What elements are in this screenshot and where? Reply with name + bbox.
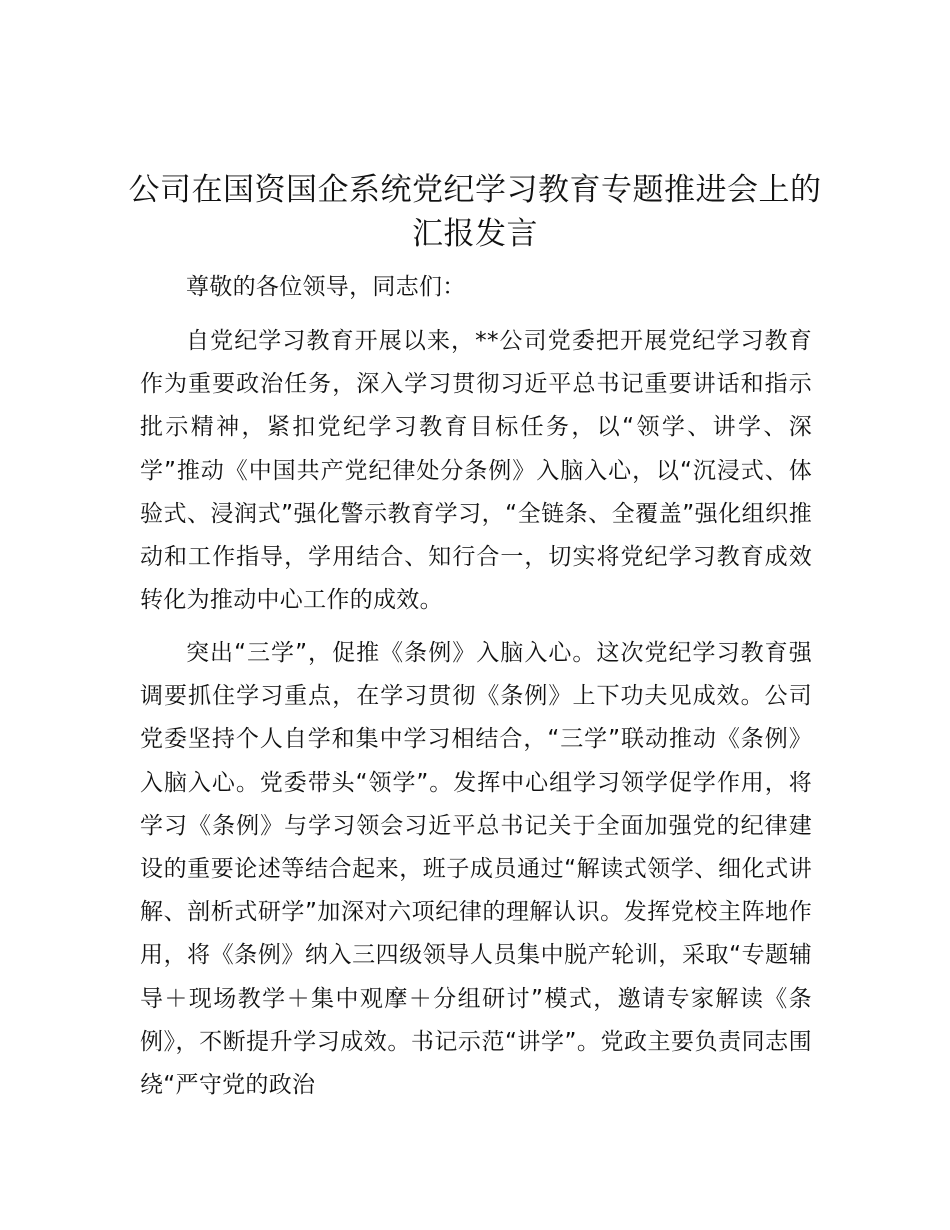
paragraph-2: 突出“三学”，促推《条例》入脑入心。这次党纪学习教育强调要抓住学习重点，在学习贯彻《条例》上下功夫见成效。公司党委坚持个人自学和集中学习相结合，“三学”联动推动《条例》入脑入心。党委带头“领学”。发挥中心组学习领学促学作用，将学习《条例》与学习领会习近平总书记关于全面加强党的纪律建设的重要论述等结合起来，班子成员通过“解读式领学、细化式讲解、剖析式研学”加深对六项纪律的理解认识。发挥党校主阵地作用，将《条例》纳入三四级领导人员集中脱产轮训，采取“专题辅导＋现场教学＋集中观摩＋分组研讨”模式，邀请专家解读《条例》，不断提升学习成效。书记示范“讲学”。党政主要负责同志围绕“严守党的政治 — [140, 640, 812, 1099]
document-title: 公司在国资国企系统党纪学习教育专题推进会上的汇报发言 — [128, 172, 822, 252]
greeting-line: 尊敬的各位领导，同志们： — [186, 274, 466, 300]
paragraph-1: 自党纪学习教育开展以来，**公司党委把开展党纪学习教育作为重要政治任务，深入学习贯彻习近平总书记重要讲话和指示批示精神，紧扣党纪学习教育目标任务，以“领学、讲学、深学”推动《中国共产党纪律处分条例》入脑入心，以“沉浸式、体验式、浸润式”强化警示教育学习，“全链条、全覆盖”强化组织推动和工作指导，学用结合、知行合一，切实将党纪学习教育成效转化为推动中心工作的成效。 — [140, 328, 812, 614]
